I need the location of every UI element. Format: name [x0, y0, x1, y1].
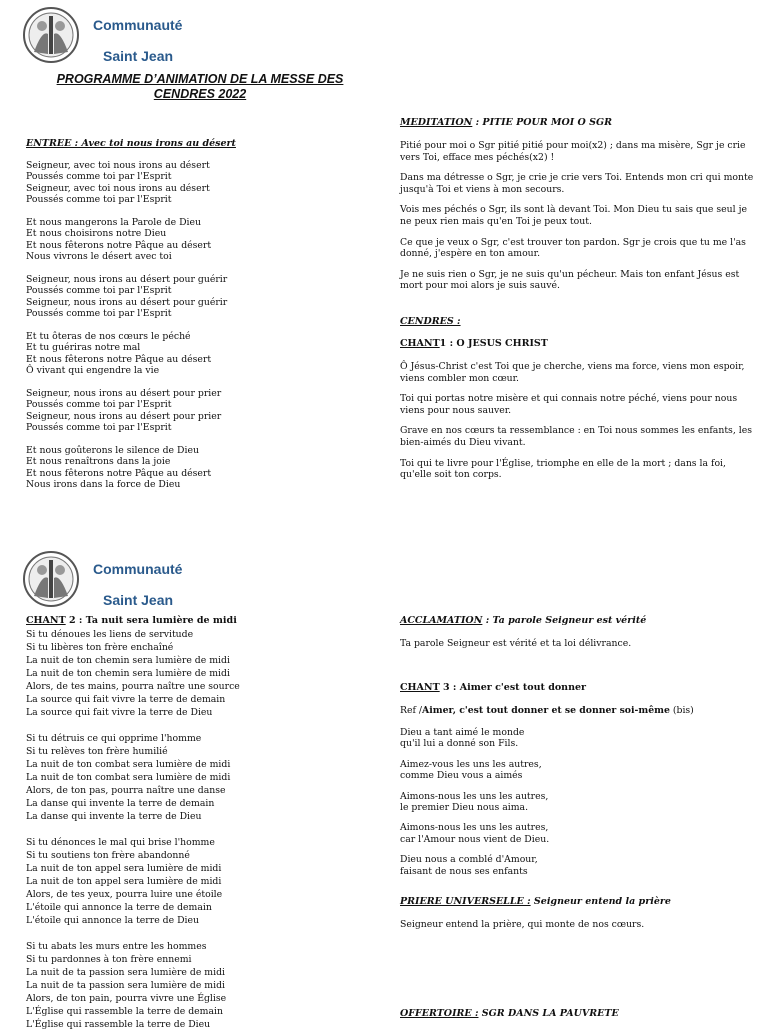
page-title: [30, 72, 370, 102]
lyric-line: Et nous fêterons notre Pâque au désert: [26, 353, 212, 365]
lyric-line: Alors, de ton pain, pourra vivre une Église: [26, 993, 227, 1004]
lyric-line: [26, 263, 227, 274]
paragraph: Grave en nos cœurs ta ressemblance : en Toi nous sommes les enfants, les bien-aimés du Dieu vivant.: [400, 425, 752, 448]
lyric-line: Si tu dénoues les liens de servitude: [26, 629, 194, 640]
stanza-line: Dieu nous a comblé d'Amour,: [400, 854, 538, 866]
stanza: [400, 791, 760, 814]
title-line-2: CENDRES 2022: [153, 87, 247, 101]
stanza: [400, 822, 760, 845]
lyric-line: [26, 823, 240, 836]
lyric-line: [26, 719, 240, 732]
lyric-line: Si tu dénonces le mal qui brise l'homme: [26, 837, 215, 848]
lyric-line: La danse qui invente la terre de Dieu: [26, 811, 202, 822]
lyric-line: Et nous renaîtrons dans la joie: [26, 456, 171, 468]
lyric-line: La nuit de ton combat sera lumière de midi: [26, 759, 231, 770]
refrain-prefix: Ref /: [400, 705, 423, 716]
stanza: [400, 727, 760, 750]
brand-line-2b: Saint Jean: [103, 592, 174, 608]
paragraph: Ô Jésus-Christ c'est Toi que je cherche, viens ma force, viens mon espoir, viens combler mon cœur.: [400, 361, 745, 384]
lyric-line: Et nous mangerons la Parole de Dieu: [26, 216, 201, 228]
chant2-title: 2 : Ta nuit sera lumière de midi: [65, 615, 237, 626]
lyric-line: Alors, de ton pas, pourra naître une danse: [26, 785, 226, 796]
paragraph: Vois mes péchés o Sgr, ils sont là devant Toi. Mon Dieu tu sais que seul je ne peux rien mais qu'en Toi je peux tout.: [400, 204, 747, 227]
stanza-line: qu'il lui a donné son Fils.: [400, 738, 519, 750]
chant3-refrain: [400, 705, 760, 717]
stanza-line: faisant de nous ses enfants: [400, 865, 528, 877]
lyric-line: Alors, de tes yeux, pourra luire une étoile: [26, 889, 223, 900]
lyric-line: Et nous choisirons notre Dieu: [26, 228, 167, 240]
stanza-line: Dieu a tant aimé le monde: [400, 727, 525, 738]
lyric-line: La source qui fait vivre la terre de demain: [26, 694, 226, 705]
meditation-heading: [400, 117, 612, 128]
brand-line-2: Saint Jean: [103, 48, 174, 64]
paragraph: Dans ma détresse o Sgr, je crie je crie vers Toi. Entends mon cri qui monte jusqu'à Toi et viens à mon secours.: [400, 172, 754, 195]
lyric-line: Si tu relèves ton frère humilié: [26, 746, 168, 757]
stanza-line: comme Dieu vous a aimés: [400, 770, 523, 782]
priere-title: Seigneur entend la prière: [530, 896, 671, 907]
refrain-suffix: (bis): [669, 705, 694, 716]
lyric-line: Ô vivant qui engendre la vie: [26, 365, 160, 377]
lyric-line: Si tu soutiens ton frère abandonné: [26, 850, 190, 861]
lyric-line: La nuit de ta passion sera lumière de midi: [26, 980, 225, 991]
paragraph: Toi qui portas notre misère et qui connais notre péché, viens pour nous viens pour nous sauver.: [400, 393, 738, 416]
cendres-heading: CENDRES :: [400, 316, 461, 327]
lyric-line: Et nous fêterons notre Pâque au désert: [26, 239, 212, 251]
community-logo: [22, 6, 80, 64]
lyric-line: Poussés comme toi par l'Esprit: [26, 171, 172, 183]
meditation-text: [400, 140, 760, 301]
chant3-label: CHANT: [400, 682, 440, 693]
lyric-line: Poussés comme toi par l'Esprit: [26, 194, 172, 206]
lyric-line: Seigneur, avec toi nous irons au désert: [26, 160, 210, 171]
lyric-line: La source qui fait vivre la terre de Dieu: [26, 707, 213, 718]
offertoire-title: SGR DANS LA PAUVRETE: [478, 1008, 619, 1019]
stanza-line: Aimez-vous les uns les autres,: [400, 758, 542, 770]
lyric-line: Et nous goûterons le silence de Dieu: [26, 444, 199, 456]
lyric-line: La danse qui invente la terre de demain: [26, 798, 215, 809]
chant3-title: 3 : Aimer c'est tout donner: [439, 682, 587, 693]
lyric-line: [26, 319, 227, 330]
lyric-line: La nuit de ton chemin sera lumière de midi: [26, 668, 230, 679]
lyric-line: Nous vivrons le désert avec toi: [26, 251, 172, 263]
chant1-heading: [400, 338, 548, 349]
stanza-line: le premier Dieu nous aima.: [400, 801, 529, 813]
offertoire-heading: [400, 1008, 619, 1019]
lyric-line: Si tu abats les murs entre les hommes: [26, 941, 207, 952]
title-line-1: PROGRAMME D’ANIMATION DE LA MESSE DES: [56, 72, 344, 86]
chant1-text: [400, 361, 760, 490]
lyric-line: Seigneur, nous irons au désert pour prier: [26, 387, 222, 399]
lyric-line: [26, 433, 227, 444]
stanza-line: car l'Amour nous vient de Dieu.: [400, 833, 550, 845]
lyric-line: Poussés comme toi par l'Esprit: [26, 308, 172, 320]
lyric-line: [26, 927, 240, 940]
lyric-line: La nuit de ton combat sera lumière de midi: [26, 772, 231, 783]
acclamation-heading: [400, 615, 646, 626]
paragraph: Je ne suis rien o Sgr, je ne suis qu'un pécheur. Mais ton enfant Jésus est mort pour moi alors je suis sauvé.: [400, 268, 740, 292]
stanza-line: Aimons-nous les uns les autres,: [400, 790, 549, 802]
lyric-line: L'Église qui rassemble la terre de demain: [26, 1006, 223, 1017]
lyric-line: [26, 206, 227, 217]
chant3-stanzas: [400, 727, 760, 886]
lyric-line: Et nous fêterons notre Pâque au désert: [26, 467, 212, 479]
meditation-title: : PITIE POUR MOI O SGR: [472, 117, 612, 128]
lyric-line: La nuit de ton chemin sera lumière de midi: [26, 655, 230, 666]
paragraph: Ce que je veux o Sgr, c'est trouver ton pardon. Sgr je crois que tu me l'as donné, j'espère en ton amour.: [400, 236, 746, 260]
refrain-text: Aimer, c'est tout donner et se donner soi-même: [422, 705, 670, 716]
priere-heading: [400, 896, 671, 907]
acclamation-title: : Ta parole Seigneur est vérité: [482, 615, 647, 626]
lyric-line: Et tu ôteras de nos cœurs le péché: [26, 330, 191, 342]
priere-label: PRIERE UNIVERSELLE :: [400, 896, 531, 907]
stanza: [400, 759, 760, 782]
chant1-title: 1 : O JESUS CHRIST: [439, 338, 548, 349]
chant1-label: CHANT: [400, 338, 440, 349]
chant2-heading: [26, 615, 237, 626]
lyric-line: Si tu pardonnes à ton frère ennemi: [26, 954, 192, 965]
community-logo-2: [22, 550, 80, 608]
chant2-label: CHANT: [26, 615, 66, 626]
lyric-line: La nuit de ta passion sera lumière de midi: [26, 967, 225, 978]
lyric-line: Poussés comme toi par l'Esprit: [26, 399, 172, 411]
lyric-line: Seigneur, nous irons au désert pour guérir: [26, 296, 228, 308]
lyric-line: [26, 376, 227, 387]
brand-line-1b: Communauté: [93, 561, 183, 577]
lyric-line: Seigneur, nous irons au désert pour prier: [26, 410, 222, 422]
lyric-line: Nous irons dans la force de Dieu: [26, 478, 181, 490]
lyric-line: Si tu libères ton frère enchaîné: [26, 642, 174, 653]
acclamation-label: ACCLAMATION: [400, 615, 483, 626]
lyric-line: Alors, de tes mains, pourra naître une source: [26, 681, 240, 692]
acclamation-text: Ta parole Seigneur est vérité et ta loi délivrance.: [400, 638, 632, 649]
priere-text: Seigneur entend la prière, qui monte de nos cœurs.: [400, 919, 645, 930]
lyric-line: Poussés comme toi par l'Esprit: [26, 285, 172, 297]
chant2-lyrics: [26, 628, 240, 1031]
stanza: [400, 854, 760, 877]
offertoire-label: OFFERTOIRE :: [400, 1008, 479, 1019]
meditation-label: MEDITATION: [400, 117, 473, 128]
entree-lyrics: [26, 160, 227, 490]
paragraph: Pitié pour moi o Sgr pitié pitié pour moi(x2) ; dans ma misère, Sgr je crie vers Toi, efface mes péchés(x2) !: [400, 140, 746, 163]
lyric-line: La nuit de ton appel sera lumière de midi: [26, 876, 222, 887]
lyric-line: Seigneur, nous irons au désert pour guérir: [26, 273, 228, 285]
lyric-line: Si tu détruis ce qui opprime l'homme: [26, 733, 202, 744]
lyric-line: Poussés comme toi par l'Esprit: [26, 421, 172, 433]
lyric-line: Seigneur, avec toi nous irons au désert: [26, 182, 210, 194]
chant3-heading: [400, 682, 586, 693]
lyric-line: Et tu guériras notre mal: [26, 342, 141, 354]
entree-heading: ENTREE : Avec toi nous irons au désert: [26, 138, 236, 149]
lyric-line: L'étoile qui annonce la terre de Dieu: [26, 915, 199, 926]
brand-line-1: Communauté: [93, 17, 183, 33]
lyric-line: La nuit de ton appel sera lumière de midi: [26, 863, 222, 874]
stanza-line: Aimons-nous les uns les autres,: [400, 822, 549, 834]
lyric-line: L'étoile qui annonce la terre de demain: [26, 902, 212, 913]
paragraph: Toi qui te livre pour l'Église, triomphe en elle de la mort ; dans la foi, qu'elle soit ton corps.: [400, 457, 726, 481]
lyric-line: L'Église qui rassemble la terre de Dieu: [26, 1019, 211, 1030]
